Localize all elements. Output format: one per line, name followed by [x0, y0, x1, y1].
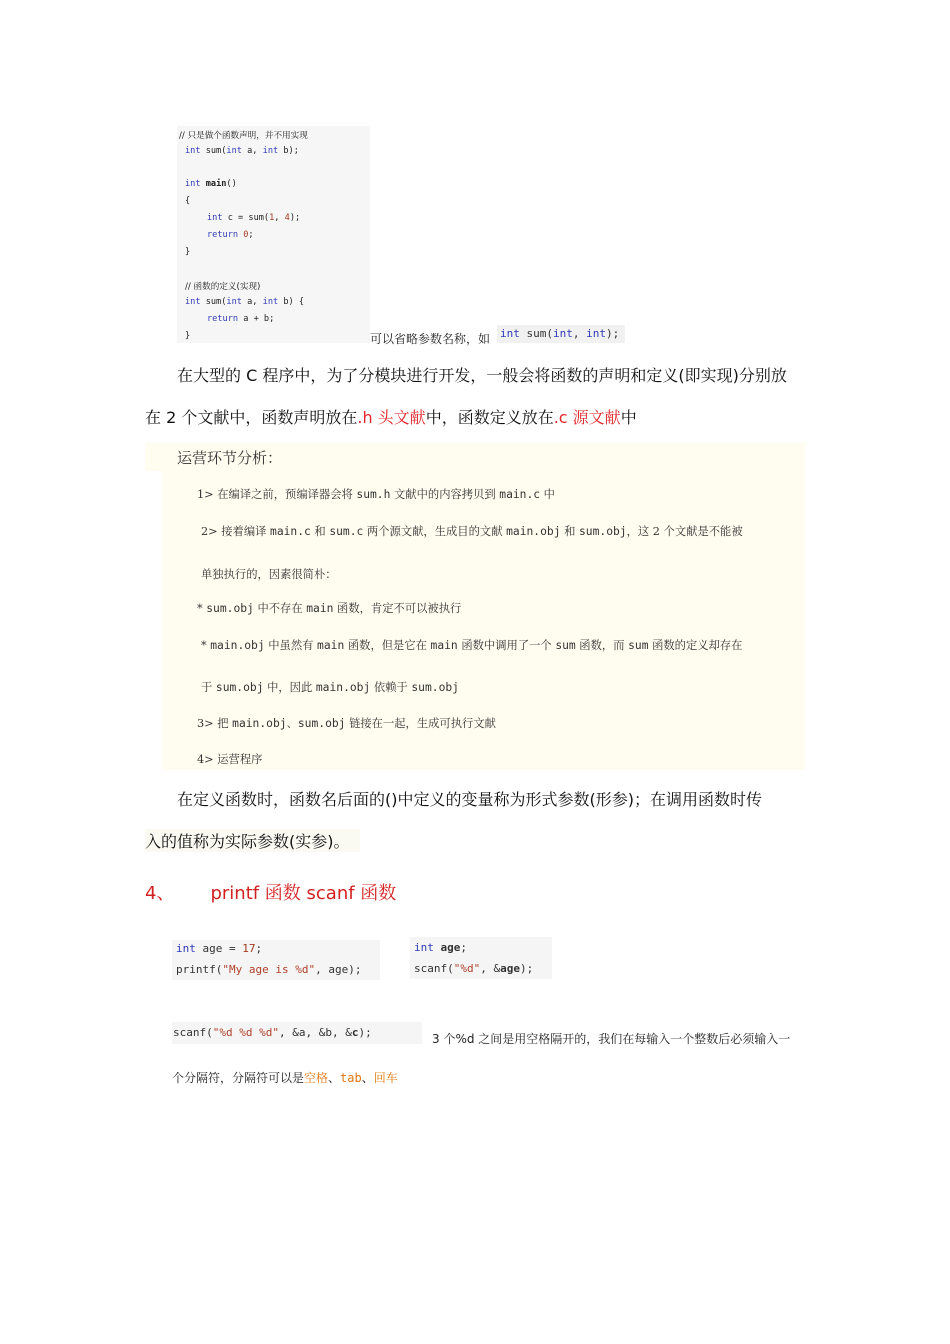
code-block-function-declaration	[177, 126, 370, 343]
scanf-separator-note-line2: 个分隔符，分隔符可以是空格、tab、回车	[172, 1071, 398, 1085]
code-line: int age;	[414, 941, 467, 954]
section-number: 4、	[145, 883, 175, 904]
code-line: // 函数的定义(实现)	[185, 282, 261, 292]
analysis-step-2-line2: 单独执行的，因素很简朴：	[201, 568, 337, 581]
code-line: }	[185, 331, 191, 341]
inline-code-sum-prototype: int sum(int, int);	[497, 325, 625, 343]
code-line: return 0;	[207, 230, 254, 240]
code-block-printf	[172, 940, 380, 980]
code-line: scanf("%d", &age);	[414, 962, 534, 975]
code-line: int age = 17;	[176, 942, 263, 955]
paragraph-params-line2: 入的值称为实际参数(实参)。	[145, 829, 360, 852]
separator-space: 空格	[304, 1071, 329, 1085]
paragraph-modules-line1: 在大型的 C 程序中，为了分模块进行开发，一般会将函数的声明和定义(即实现)分别放	[177, 366, 787, 385]
code-block-scanf	[410, 937, 552, 979]
code-scanf-three: scanf("%d %d %d", &a, &b, &c);	[172, 1022, 422, 1044]
paragraph-modules-line2: 在 2 个文献中，函数声明放在.h 头文献中，函数定义放在.c 源文献中	[145, 408, 637, 427]
code-line: return a + b;	[207, 314, 275, 324]
header-file-highlight: .h 头文献	[357, 408, 426, 427]
code-line: {	[185, 196, 191, 206]
analysis-step-3: 3> 把 main.obj、sum.obj 链接在一起，生成可执行文献	[197, 717, 496, 730]
code-line: int main()	[185, 179, 237, 189]
paragraph-params-line1: 在定义函数时，函数名后面的()中定义的变量称为形式参数(形参)；在调用函数时传	[177, 790, 762, 809]
analysis-heading: 运营环节分析：	[177, 449, 283, 467]
code-line: int c = sum(1, 4);	[207, 213, 301, 223]
analysis-bullet-1: * sum.obj 中不存在 main 函数，肯定不可以被执行	[197, 602, 462, 615]
section-title: printf 函数 scanf 函数	[210, 883, 397, 904]
source-file-highlight: .c 源文献	[553, 408, 621, 427]
analysis-step-2-line1: 2> 接着编译 main.c 和 sum.c 两个源文献，生成目的文献 main.obj 和 sum.obj，这 2 个文献是不能被	[201, 525, 743, 538]
code-line: int sum(int a, int b) {	[185, 297, 305, 307]
code-line: // 只是做个函数声明，并不用实现	[179, 131, 308, 141]
analysis-bullet-2-line1: * main.obj 中虽然有 main 函数，但是它在 main 函数中调用了一个 sum 函数，而 sum 函数的定义却存在	[201, 639, 743, 652]
analysis-bullet-2-line2: 于 sum.obj 中，因此 main.obj 依赖于 sum.obj	[201, 681, 459, 694]
analysis-step-4: 4> 运营程序	[197, 753, 263, 766]
code-line: int sum(int a, int b);	[185, 146, 299, 156]
scanf-separator-note-line1: 3 个%d 之间是用空格隔开的，我们在每输入一个整数后必须输入一	[432, 1032, 791, 1046]
separator-tab: tab	[340, 1071, 362, 1085]
code-line: printf("My age is %d", age);	[176, 963, 362, 976]
analysis-step-1: 1> 在编译之前，预编译器会将 sum.h 文献中的内容拷贝到 main.c 中	[197, 488, 555, 501]
omit-param-note: 可以省略参数名称，如	[370, 332, 491, 346]
section-4-heading	[145, 879, 396, 905]
separator-enter: 回车	[373, 1071, 398, 1085]
code-line: }	[185, 247, 191, 257]
